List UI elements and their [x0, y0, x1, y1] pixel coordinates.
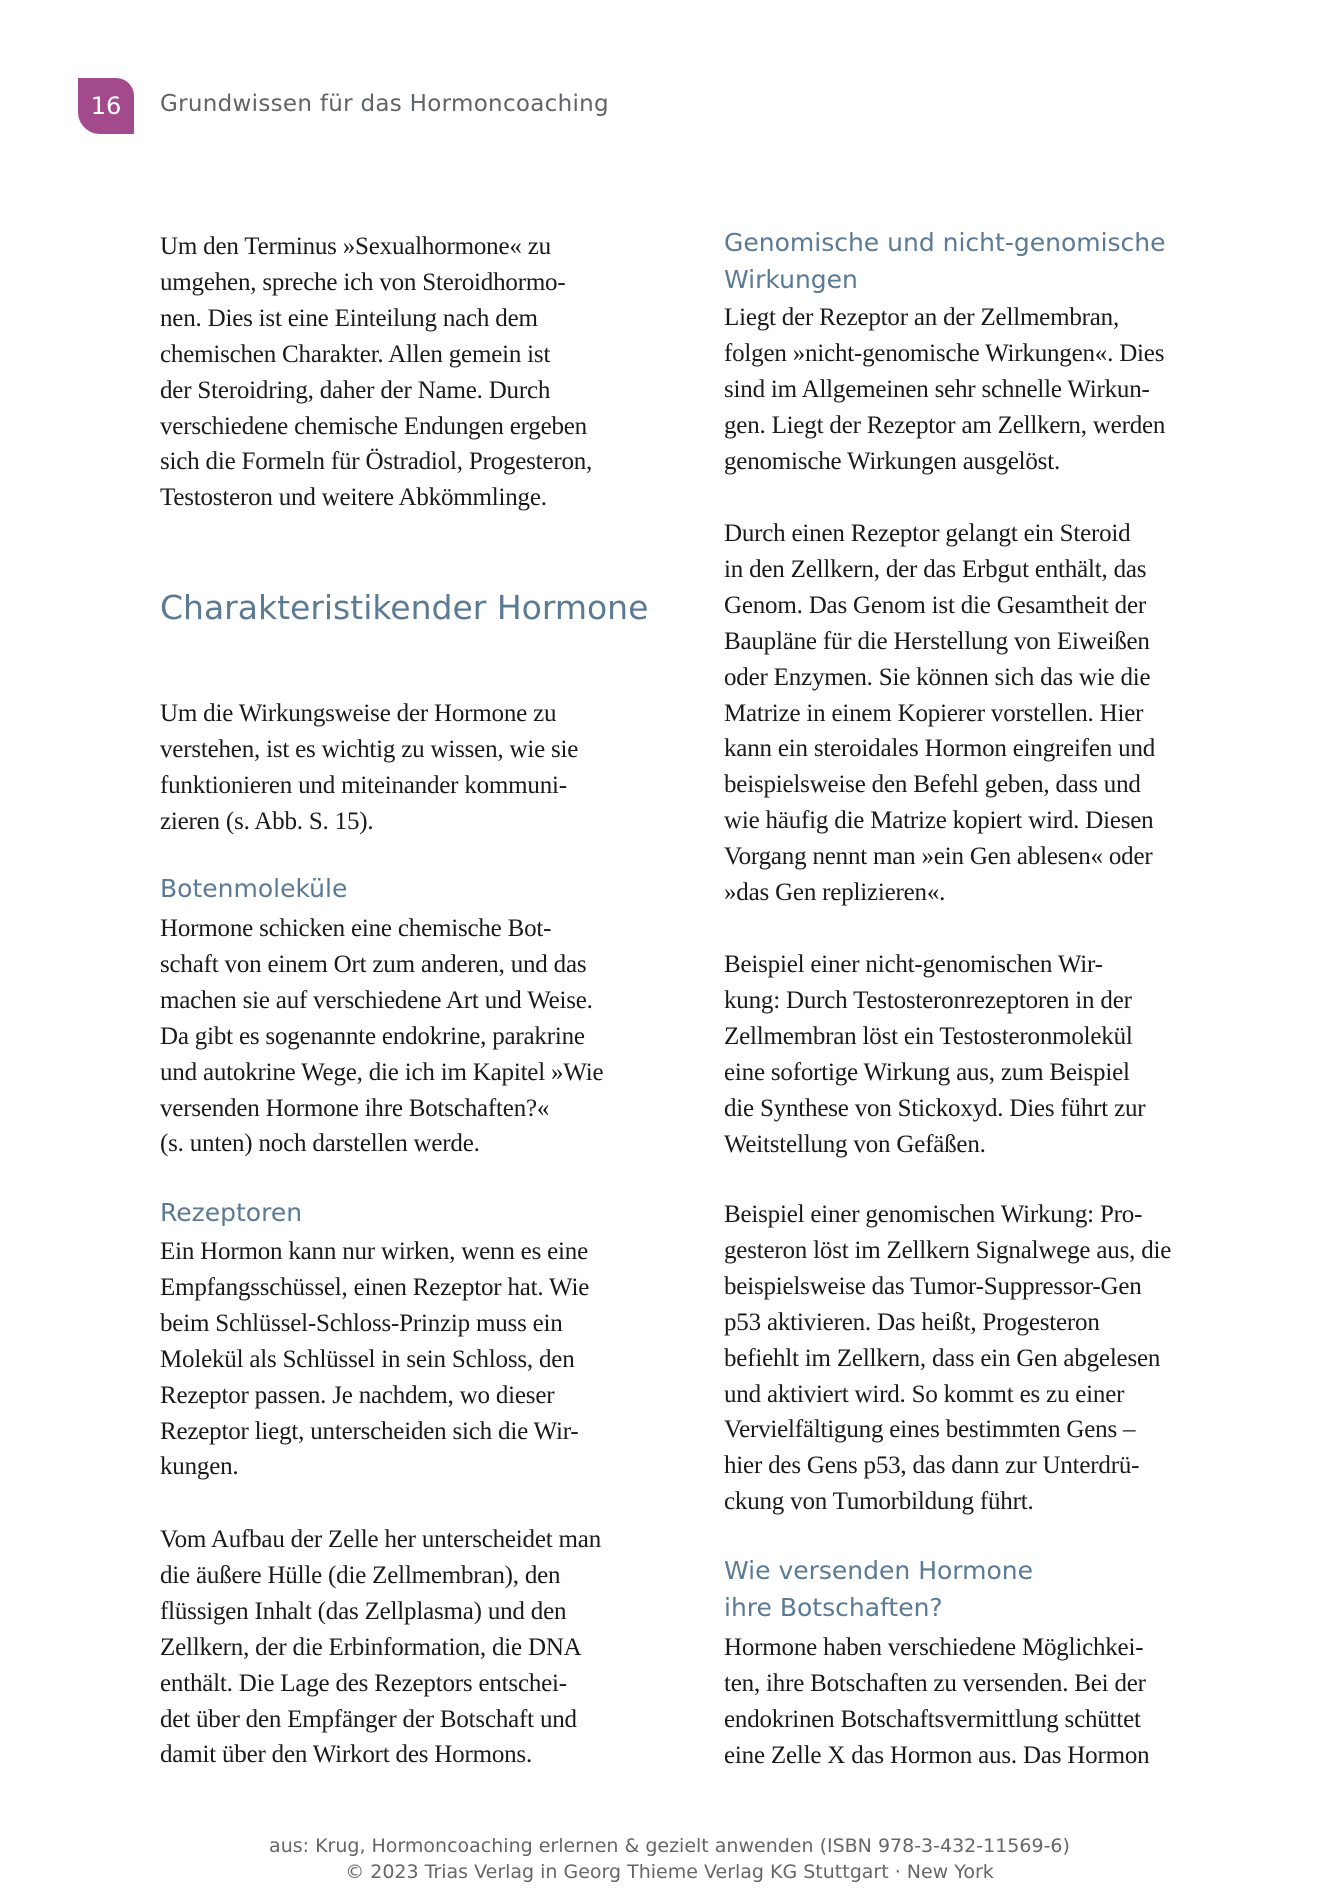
text-line: genomische Wirkungen ausgelöst. [724, 447, 1061, 475]
text-line: Beispiel einer nicht-genomischen Wir- [724, 951, 1103, 978]
text-line: die Synthese von Stickoxyd. Dies führt zur [724, 1094, 1146, 1122]
text-line: sind im Allgemeinen sehr schnelle Wirkun- [724, 375, 1150, 403]
botschaften-paragraph [724, 1630, 1224, 1774]
text-line: Hormone schicken eine chemische Bot- [160, 915, 552, 942]
text-line: der Hormone [431, 588, 649, 627]
genomische-paragraph-2 [724, 516, 1224, 911]
text-line: kann ein steroidales Hormon eingreifen und [724, 735, 1156, 763]
subheading-genomische-wirkungen [724, 225, 1224, 298]
subheading-rezeptoren: Rezeptoren [160, 1198, 303, 1227]
footer-source: aus: Krug, Hormoncoaching erlernen & gezielt anwenden (ISBN 978-3-432-11569-6) [269, 1835, 1070, 1857]
text-line: Zellmembran löst ein Testosteronmolekül [724, 1022, 1133, 1050]
text-line: folgen »nicht-genomische Wirkungen«. Dies [724, 339, 1165, 367]
text-line: Weitstellung von Gefäßen. [724, 1130, 986, 1158]
text-line: sich die Formeln für Östradiol, Progesteron, [160, 448, 593, 476]
text-line: Testosteron und weitere Abkömmlinge. [160, 484, 547, 512]
text-line: kung: Durch Testosteronrezeptoren in der [724, 986, 1132, 1014]
text-line: Genomische und nicht-genomische [724, 228, 1166, 257]
text-line: beispielsweise das Tumor-Suppressor-Gen [724, 1272, 1142, 1300]
text-line: Matrize in einem Kopierer vorstellen. Hier [724, 699, 1144, 727]
text-line: eine Zelle X das Hormon aus. Das Hormon [724, 1741, 1150, 1769]
genomische-paragraph-4 [724, 1197, 1224, 1520]
text-line: ckung von Tumorbildung führt. [724, 1488, 1034, 1516]
text-line: oder Enzymen. Sie können sich das wie die [724, 663, 1151, 691]
text-line: Wie versenden Hormone [724, 1556, 1033, 1585]
text-line: endokrinen Botschaftsvermittlung schüttet [724, 1705, 1141, 1733]
running-title: Grundwissen für das Hormoncoaching [160, 91, 609, 117]
page-number-badge: 16 [78, 78, 134, 134]
text-line: beim Schlüssel-Schloss-Prinzip muss ein [160, 1309, 563, 1337]
text-line: det über den Empfänger der Botschaft und [160, 1705, 577, 1733]
text-line: Zellkern, der die Erbinformation, die DNA [160, 1633, 582, 1661]
text-line: Rezeptor liegt, unterscheiden sich die Wir- [160, 1417, 579, 1445]
text-line: flüssigen Inhalt (das Zellplasma) und den [160, 1597, 567, 1625]
section-intro-paragraph [160, 696, 660, 840]
text-line: Genom. Das Genom ist die Gesamtheit der [724, 591, 1146, 619]
zellaufbau-paragraph [160, 1522, 660, 1773]
text-line: damit über den Wirkort des Hormons. [160, 1741, 533, 1769]
text-line: verstehen, ist es wichtig zu wissen, wie sie [160, 735, 579, 763]
text-line: nen. Dies ist eine Einteilung nach dem [160, 304, 538, 332]
footer-copyright: © 2023 Trias Verlag in Georg Thieme Verlag KG Stuttgart · New York [345, 1861, 994, 1883]
text-line: chemischen Charakter. Allen gemein ist [160, 340, 551, 368]
text-line: (s. unten) noch darstellen werde. [160, 1130, 480, 1158]
text-line: eine sofortige Wirkung aus, zum Beispiel [724, 1058, 1130, 1086]
text-line: Vervielfältigung eines bestimmten Gens – [724, 1416, 1136, 1444]
text-line: Liegt der Rezeptor an der Zellmembran, [724, 304, 1120, 331]
text-line: beispielsweise den Befehl geben, dass und [724, 771, 1141, 799]
text-line: schaft von einem Ort zum anderen, und das [160, 950, 587, 978]
text-line: Rezeptor passen. Je nachdem, wo dieser [160, 1381, 555, 1409]
text-line: Molekül als Schlüssel in sein Schloss, den [160, 1345, 575, 1373]
text-line: gen. Liegt der Rezeptor am Zellkern, werden [724, 411, 1166, 439]
text-line: Um den Terminus »Sexualhormone« zu [160, 233, 551, 260]
text-line: Baupläne für die Herstellung von Eiweißen [724, 627, 1150, 655]
intro-paragraph [160, 229, 660, 516]
genomische-paragraph-3 [724, 947, 1224, 1162]
section-heading [160, 585, 660, 630]
text-line: wie häufig die Matrize kopiert wird. Diesen [724, 807, 1154, 835]
text-line: die äußere Hülle (die Zellmembran), den [160, 1561, 561, 1589]
text-line: zieren (s. Abb. S. 15). [160, 807, 374, 835]
text-line: Beispiel einer genomischen Wirkung: Pro- [724, 1201, 1143, 1228]
genomische-paragraph-1 [724, 300, 1224, 480]
text-line: der Steroidring, daher der Name. Durch [160, 376, 551, 404]
text-line: in den Zellkern, der das Erbgut enthält, das [724, 555, 1147, 583]
text-line: und autokrine Wege, die ich im Kapitel »Wie [160, 1058, 604, 1086]
text-line: kungen. [160, 1453, 239, 1481]
text-line: befiehlt im Zellkern, dass ein Gen abgelesen [724, 1344, 1161, 1372]
text-line: machen sie auf verschiedene Art und Weise. [160, 986, 593, 1014]
text-line: Da gibt es sogenannte endokrine, parakrine [160, 1022, 585, 1050]
text-line: Charakteristiken [160, 588, 432, 627]
text-line: Durch einen Rezeptor gelangt ein Steroid [724, 520, 1131, 547]
text-line: Wirkungen [724, 264, 858, 294]
text-line: gesteron löst im Zellkern Signalwege aus, die [724, 1236, 1172, 1264]
text-line: Vom Aufbau der Zelle her unterscheidet man [160, 1526, 601, 1553]
text-line: enthält. Die Lage des Rezeptors entschei- [160, 1669, 567, 1697]
text-line: ten, ihre Botschaften zu versenden. Bei der [724, 1669, 1146, 1697]
text-line: verschiedene chemische Endungen ergeben [160, 412, 587, 440]
text-line: hier des Gens p53, das dann zur Unterdrü- [724, 1452, 1140, 1480]
text-line: p53 aktivieren. Das heißt, Progesteron [724, 1308, 1100, 1336]
text-line: Empfangsschüssel, einen Rezeptor hat. Wie [160, 1273, 590, 1301]
text-line: Hormone haben verschiedene Möglichkei- [724, 1634, 1144, 1661]
text-line: versenden Hormone ihre Botschaften?« [160, 1094, 550, 1122]
text-line: und aktiviert wird. So kommt es zu einer [724, 1380, 1125, 1408]
text-line: »das Gen replizieren«. [724, 879, 946, 907]
text-line: Ein Hormon kann nur wirken, wenn es eine [160, 1238, 588, 1265]
text-line: ihre Botschaften? [724, 1592, 943, 1622]
subheading-botschaften [724, 1553, 1224, 1626]
text-line: Vorgang nennt man »ein Gen ablesen« oder [724, 843, 1153, 871]
rezeptoren-paragraph [160, 1234, 660, 1485]
botenmolekuele-paragraph [160, 911, 660, 1162]
text-line: umgehen, spreche ich von Steroidhormo- [160, 268, 566, 296]
text-line: Um die Wirkungsweise der Hormone zu [160, 700, 557, 727]
subheading-botenmolekuele: Botenmoleküle [160, 874, 348, 903]
text-line: funktionieren und miteinander kommuni- [160, 771, 567, 799]
